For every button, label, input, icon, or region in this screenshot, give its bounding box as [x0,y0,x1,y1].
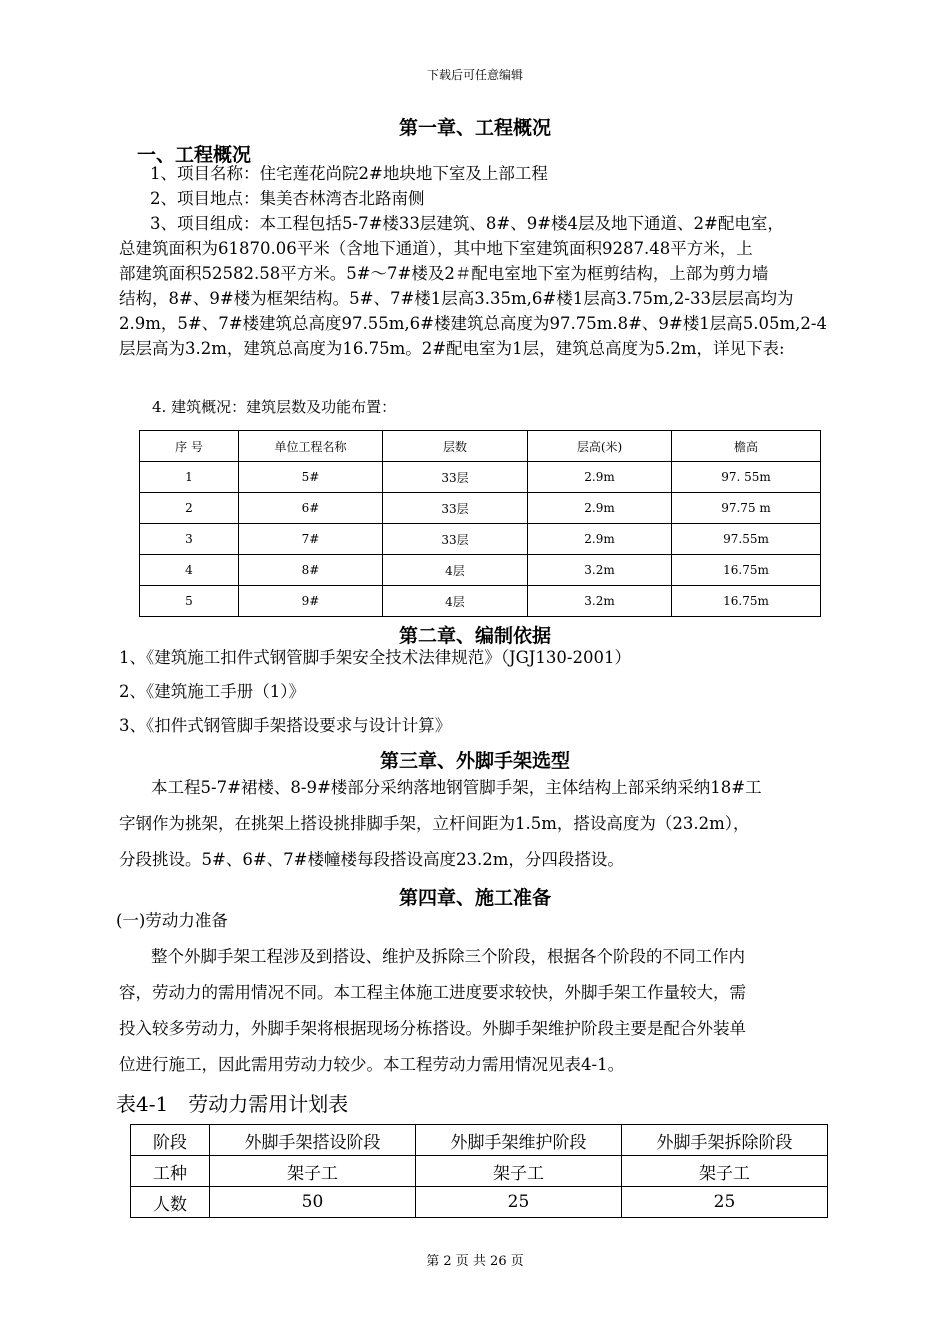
table-cell: 25 [622,1187,828,1218]
table-cell: 3.2m [528,586,672,617]
table-cell: 25 [416,1187,622,1218]
labor-subtitle: (一)劳动力准备 [116,911,228,930]
table-cell: 架子工 [416,1156,622,1187]
table-row [140,555,821,586]
table-header-row [140,431,821,462]
project-composition-line: 结构，8#、9#楼为框架结构。5#、7#楼1层高3.35m,6#楼1层高3.75m,2-33层层高均为 [119,289,794,308]
table-cell: 33层 [383,524,528,555]
section1-title: 一、工程概况 [137,144,252,166]
table-cell: 2.9m [528,493,672,524]
table-cell: 50 [210,1187,416,1218]
chapter4-title: 第四章、施工准备 [398,887,551,909]
table-cell: 外脚手架维护阶段 [416,1125,622,1156]
table-cell: 4层 [383,586,528,617]
table-cell: 外脚手架搭设阶段 [210,1125,416,1156]
table-cell: 工种 [131,1156,210,1187]
table-header: 层数 [383,431,528,462]
table-cell: 6# [239,493,383,524]
table-cell: 1 [140,462,239,493]
table-row [131,1125,828,1156]
table-cell: 16.75m [672,555,821,586]
table-cell: 4 [140,555,239,586]
table-cell: 架子工 [622,1156,828,1187]
building-overview-label: 4. 建筑概况：建筑层数及功能布置： [152,398,397,416]
building-table [139,430,821,617]
table-cell: 97.75 m [672,493,821,524]
table-cell: 外脚手架拆除阶段 [622,1125,828,1156]
table-header: 序 号 [140,431,239,462]
table-cell: 2.9m [528,524,672,555]
table-row [140,462,821,493]
table-cell: 8# [239,555,383,586]
table-row [140,524,821,555]
table-cell: 33层 [383,493,528,524]
table-header: 檐高 [672,431,821,462]
table-cell: 97. 55m [672,462,821,493]
table-header: 单位工程名称 [239,431,383,462]
project-location: 2、项目地点：集美杏林湾杏北路南侧 [150,189,425,208]
labor-text-line: 投入较多劳动力，外脚手架将根据现场分栋搭设。外脚手架维护阶段主要是配合外装单 [119,1019,746,1038]
table-row [140,493,821,524]
table-cell: 5# [239,462,383,493]
table-cell: 架子工 [210,1156,416,1187]
project-composition-line: 3、项目组成：本工程包括5-7#楼33层建筑、8#、9#楼4层及地下通道、2#配电室， [150,214,784,233]
table-cell: 5 [140,586,239,617]
project-name: 1、项目名称：住宅莲花尚院2#地块地下室及上部工程 [150,164,548,183]
reference-item: 2、《建筑施工手册（1）》 [119,682,305,701]
scaffold-text-line: 本工程5-7#裙楼、8-9#楼部分采纳落地钢管脚手架，主体结构上部采纳采纳18#工 [151,778,762,797]
table-cell: 3.2m [528,555,672,586]
table-cell: 16.75m [672,586,821,617]
table-row [131,1156,828,1187]
labor-text-line: 位进行施工，因此需用劳动力较少。本工程劳动力需用情况见表4-1。 [119,1055,625,1074]
chapter3-title: 第三章、外脚手架选型 [379,750,570,772]
table-cell: 3 [140,524,239,555]
labor-table [130,1124,828,1218]
table-cell: 9# [239,586,383,617]
header-note: 下载后可任意编辑 [426,68,523,82]
table-row [140,586,821,617]
table-row [131,1187,828,1218]
table-cell: 33层 [383,462,528,493]
table-cell: 阶段 [131,1125,210,1156]
project-composition-line: 部建筑面积52582.58平方米。5#～7#楼及2＃配电室地下室为框剪结构，上部为剪力墙 [119,264,769,283]
labor-text-line: 容，劳动力的需用情况不同。本工程主体施工进度要求较快，外脚手架工作量较大，需 [119,983,746,1002]
chapter2-title: 第二章、编制依据 [398,625,551,647]
project-composition-line: 总建筑面积为61870.06平米（含地下通道），其中地下室建筑面积9287.48平方米，上 [119,239,753,258]
project-composition-line: 2.9m，5#、7#楼建筑总高度97.55m,6#楼建筑总高度为97.75m.8#、9#楼1层高5.05m,2-4 [119,314,827,333]
reference-item: 3、《扣件式钢管脚手架搭设要求与设计计算》 [119,716,452,735]
chapter1-title: 第一章、工程概况 [398,117,551,139]
table-cell: 7# [239,524,383,555]
table-cell: 2 [140,493,239,524]
labor-text-line: 整个外脚手架工程涉及到搭设、维护及拆除三个阶段，根据各个阶段的不同工作内 [151,947,745,966]
scaffold-text-line: 分段挑设。5#、6#、7#楼幢楼每段搭设高度23.2m，分四段搭设。 [119,850,624,869]
labor-table-title: 表4-1 劳动力需用计划表 [116,1092,349,1116]
table-cell: 2.9m [528,462,672,493]
table-cell: 人数 [131,1187,210,1218]
reference-item: 1、《建筑施工扣件式钢管脚手架安全技术法律规范》（JGJ130-2001） [119,648,631,667]
page-number: 第 2 页 共 26 页 [426,1254,524,1269]
table-cell: 4层 [383,555,528,586]
project-composition-line: 层层高为3.2m，建筑总高度为16.75m。2#配电室为1层，建筑总高度为5.2m，详见下表: [119,339,785,358]
table-cell: 97.55m [672,524,821,555]
scaffold-text-line: 字钢作为挑架，在挑架上搭设挑排脚手架，立杆间距为1.5m，搭设高度为（23.2m）， [119,814,750,833]
table-header: 层高(米) [528,431,672,462]
